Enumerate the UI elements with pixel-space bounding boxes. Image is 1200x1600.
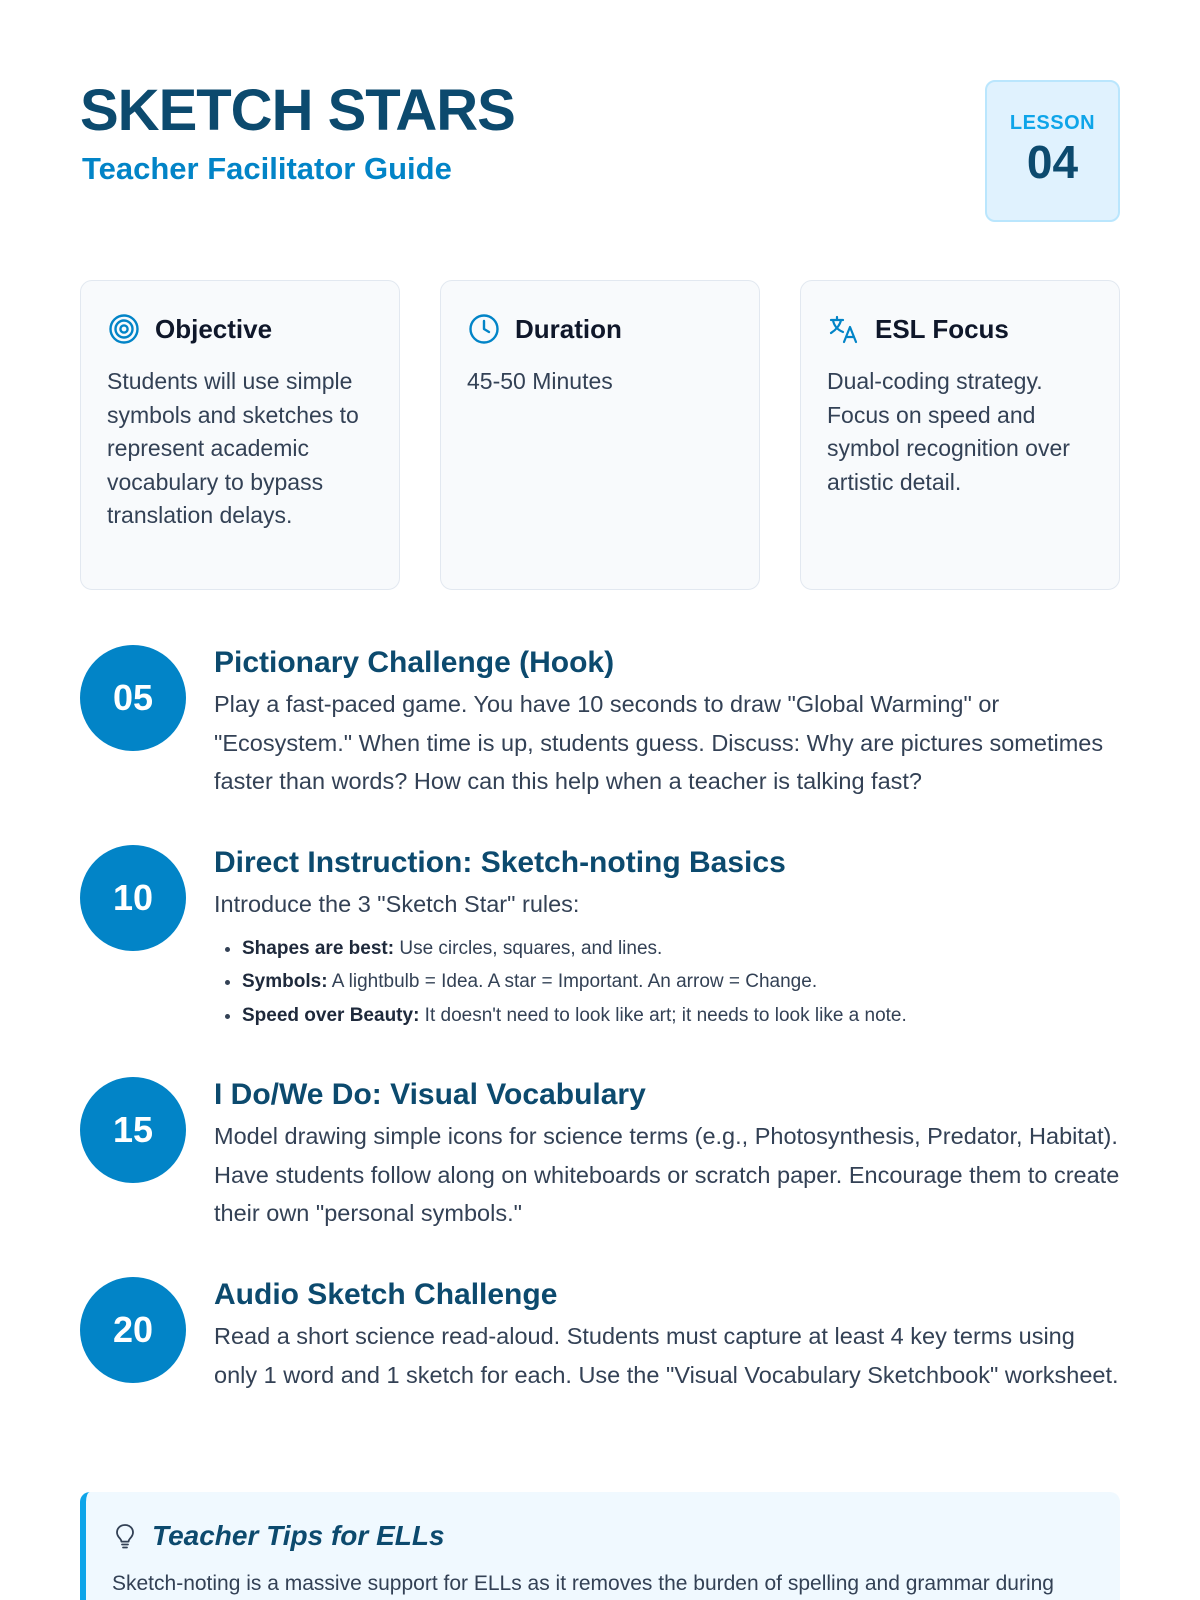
page-subtitle: Teacher Facilitator Guide xyxy=(82,151,452,186)
list-item xyxy=(242,999,1120,1033)
step-text: Play a fast-paced game. You have 10 seconds to draw "Global Warming" or "Ecosystem." When time is up, students guess. Discuss: Why are pictures sometimes faster than words? How can this help when a teacher is talking fast? xyxy=(214,691,1104,794)
step-body xyxy=(214,645,1120,801)
clock-icon xyxy=(467,312,501,346)
card-title: Objective xyxy=(155,313,273,344)
step-title: I Do/We Do: Visual Vocabulary xyxy=(214,1078,646,1111)
target-icon xyxy=(107,312,141,346)
card-text: Students will use simple symbols and sketches to represent academic vocabulary to bypass translation delays. xyxy=(107,368,359,528)
card-title: ESL Focus xyxy=(875,313,1009,344)
step-text: Introduce the 3 "Sketch Star" rules: xyxy=(214,891,580,917)
step-text: Model drawing simple icons for science terms (e.g., Photosynthesis, Predator, Habitat). Have students follow along on whiteboards or scratch paper. Encourage them to create their own "personal symbols." xyxy=(214,1123,1120,1226)
objective-card xyxy=(80,280,400,590)
lesson-number: 04 xyxy=(1026,136,1079,188)
rule-label: Symbols: xyxy=(242,971,328,992)
lesson-label: LESSON xyxy=(1009,112,1096,134)
step-body xyxy=(214,845,1120,1032)
minute-marker: 05 xyxy=(80,645,186,751)
list-item xyxy=(242,965,1120,999)
lightbulb-icon xyxy=(112,1523,138,1549)
step-text: Read a short science read-aloud. Students must capture at least 4 key terms using only 1 word and 1 sketch for each. Use the "Visual Vocabulary Sketchbook" worksheet. xyxy=(214,1323,1119,1388)
list-item xyxy=(242,932,1120,966)
card-header xyxy=(467,309,733,349)
step-title: Audio Sketch Challenge xyxy=(214,1278,558,1311)
info-cards xyxy=(80,280,1120,590)
teacher-tips-box xyxy=(80,1492,1120,1600)
rules-list xyxy=(214,932,1120,1033)
translate-icon xyxy=(827,312,861,346)
tips-text: Sketch-noting is a massive support for ELLs as it removes the burden of spelling and grammar during xyxy=(112,1572,1054,1595)
minute-marker: 15 xyxy=(80,1077,186,1183)
page-title: SKETCH STARS xyxy=(80,78,515,143)
duration-card xyxy=(440,280,760,590)
tips-title: Teacher Tips for ELLs xyxy=(152,1520,445,1551)
rule-text: It doesn't need to look like art; it needs to look like a note. xyxy=(419,1004,907,1026)
tips-header xyxy=(112,1520,1094,1552)
page-header xyxy=(80,80,1120,230)
rule-text: Use circles, squares, and lines. xyxy=(394,937,663,959)
step-title: Pictionary Challenge (Hook) xyxy=(214,646,615,679)
card-text: 45-50 Minutes xyxy=(467,368,613,394)
step-body xyxy=(214,1077,1120,1233)
step-title: Direct Instruction: Sketch-noting Basics xyxy=(214,846,786,879)
step-body xyxy=(214,1277,1120,1394)
lesson-badge xyxy=(985,80,1120,222)
card-header xyxy=(827,309,1093,349)
rule-text: A lightbulb = Idea. A star = Important. An arrow = Change. xyxy=(327,971,818,992)
rule-label: Shapes are best: xyxy=(242,937,395,959)
minute-marker: 20 xyxy=(80,1277,186,1383)
rule-label: Speed over Beauty: xyxy=(242,1004,420,1026)
card-header xyxy=(107,309,373,349)
minute-marker: 10 xyxy=(80,845,186,951)
card-title: Duration xyxy=(515,313,622,344)
card-text: Dual-coding strategy. Focus on speed and symbol recognition over artistic detail. xyxy=(827,368,1070,495)
esl-focus-card xyxy=(800,280,1120,590)
